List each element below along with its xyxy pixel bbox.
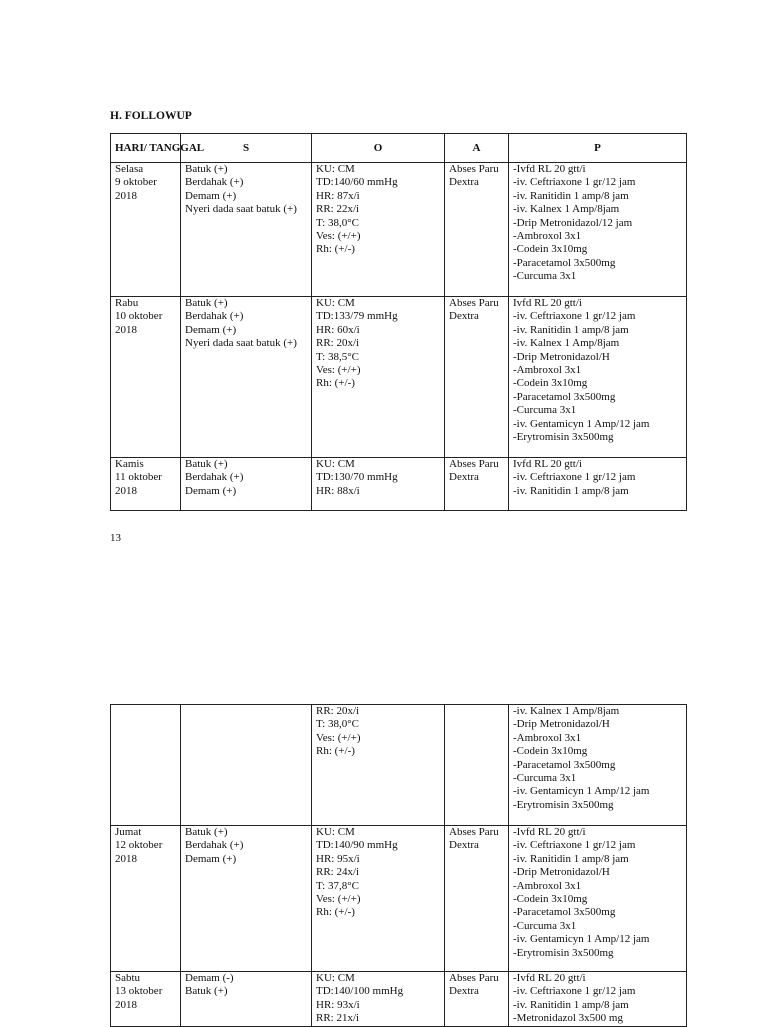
cell-line: KU: CM bbox=[316, 163, 355, 175]
table-row bbox=[111, 972, 687, 1027]
cell-line: Ivfd RL 20 gtt/i bbox=[513, 458, 582, 470]
cell-line: TD:140/100 mmHg bbox=[316, 985, 404, 998]
cell-line: 13 oktober bbox=[115, 985, 163, 998]
cell-line: Nyeri dada saat batuk (+) bbox=[185, 203, 297, 216]
cell-line: KU: CM bbox=[316, 297, 355, 309]
cell-s bbox=[181, 297, 312, 458]
cell-line: -Ivfd RL 20 gtt/i bbox=[513, 163, 586, 175]
cell-line: Batuk (+) bbox=[185, 163, 228, 175]
cell-a bbox=[445, 705, 509, 826]
cell-line: Batuk (+) bbox=[185, 985, 228, 998]
column-header-a: A bbox=[445, 134, 509, 163]
cell-p bbox=[509, 458, 687, 511]
column-header-s: S bbox=[181, 134, 312, 163]
cell-line: -iv. Ranitidin 1 amp/8 jam bbox=[513, 484, 629, 497]
cell-line: Dextra bbox=[449, 176, 479, 189]
table-body bbox=[111, 163, 687, 511]
cell-line: 2018 bbox=[115, 323, 137, 336]
cell-line: Berdahak (+) bbox=[185, 471, 244, 484]
cell-line: Dextra bbox=[449, 839, 479, 852]
cell-line: TD:130/70 mmHg bbox=[316, 471, 398, 484]
cell-line: Nyeri dada saat batuk (+) bbox=[185, 337, 297, 350]
cell-line: HR: 88x/i bbox=[316, 484, 360, 497]
cell-line: -Erytromisin 3x500mg bbox=[513, 431, 614, 444]
cell-line: Abses Paru bbox=[449, 972, 499, 984]
cell-line: -Ambroxol 3x1 bbox=[513, 230, 582, 243]
cell-line: -Paracetamol 3x500mg bbox=[513, 758, 616, 771]
cell-a bbox=[445, 163, 509, 297]
table-body bbox=[111, 705, 687, 1027]
cell-line: 10 oktober bbox=[115, 310, 163, 323]
cell-p bbox=[509, 297, 687, 458]
cell-o bbox=[312, 826, 445, 972]
cell-line: -Codein 3x10mg bbox=[513, 893, 588, 906]
cell-line: Dextra bbox=[449, 471, 479, 484]
cell-line: -Ambroxol 3x1 bbox=[513, 879, 582, 892]
cell-line: Rh: (+/-) bbox=[316, 745, 355, 758]
cell-line: Dextra bbox=[449, 310, 479, 323]
cell-line: Demam (+) bbox=[185, 852, 237, 865]
cell-line: RR: 21x/i bbox=[316, 1012, 360, 1025]
cell-date bbox=[111, 972, 181, 1027]
cell-line: -iv. Ranitidin 1 amp/8 jam bbox=[513, 323, 629, 336]
cell-line: Ves: (+/+) bbox=[316, 731, 361, 744]
cell-line: TD:133/79 mmHg bbox=[316, 310, 398, 323]
cell-p bbox=[509, 705, 687, 826]
cell-line: Batuk (+) bbox=[185, 826, 228, 838]
cell-line: RR: 20x/i bbox=[316, 337, 360, 350]
cell-line: -iv. Kalnex 1 Amp/8jam bbox=[513, 203, 620, 216]
cell-p bbox=[509, 163, 687, 297]
cell-line: -iv. Ranitidin 1 amp/8 jam bbox=[513, 998, 629, 1011]
cell-line: -Drip Metronidazol/H bbox=[513, 718, 610, 731]
cell-line: -Paracetamol 3x500mg bbox=[513, 256, 616, 269]
cell-p bbox=[509, 972, 687, 1027]
cell-line: 2018 bbox=[115, 484, 137, 497]
cell-line: -Erytromisin 3x500mg bbox=[513, 798, 614, 811]
column-header-o: O bbox=[312, 134, 445, 163]
cell-line: 2018 bbox=[115, 998, 137, 1011]
cell-line: Jumat bbox=[115, 826, 142, 838]
cell-line: -Drip Metronidazol/12 jam bbox=[513, 216, 633, 229]
cell-date bbox=[111, 826, 181, 972]
cell-line: Ves: (+/+) bbox=[316, 230, 361, 243]
cell-line: Rh: (+/-) bbox=[316, 243, 355, 256]
cell-s bbox=[181, 458, 312, 511]
followup-table-continued bbox=[110, 704, 687, 1027]
cell-line: Dextra bbox=[449, 985, 479, 998]
cell-line: Berdahak (+) bbox=[185, 310, 244, 323]
column-header-date: HARI/ TANGGAL bbox=[111, 134, 181, 163]
cell-line: Rh: (+/-) bbox=[316, 906, 355, 919]
cell-line: -iv. Gentamicyn 1 Amp/12 jam bbox=[513, 933, 650, 946]
cell-s bbox=[181, 826, 312, 972]
cell-date bbox=[111, 297, 181, 458]
cell-line: -iv. Ceftriaxone 1 gr/12 jam bbox=[513, 176, 636, 189]
cell-line: -iv. Ceftriaxone 1 gr/12 jam bbox=[513, 985, 636, 998]
cell-line: Abses Paru bbox=[449, 826, 499, 838]
cell-o bbox=[312, 972, 445, 1027]
cell-line: -Drip Metronidazol/H bbox=[513, 350, 610, 363]
cell-a bbox=[445, 458, 509, 511]
cell-line: RR: 22x/i bbox=[316, 203, 360, 216]
cell-o bbox=[312, 705, 445, 826]
cell-line: RR: 24x/i bbox=[316, 866, 360, 879]
cell-line: HR: 87x/i bbox=[316, 189, 360, 202]
cell-line: RR: 20x/i bbox=[316, 705, 360, 717]
table-row bbox=[111, 826, 687, 972]
cell-line: 2018 bbox=[115, 852, 137, 865]
cell-o bbox=[312, 163, 445, 297]
cell-line: T: 38,0°C bbox=[316, 216, 359, 229]
cell-line: HR: 95x/i bbox=[316, 852, 360, 865]
cell-line: -iv. Gentamicyn 1 Amp/12 jam bbox=[513, 785, 650, 798]
cell-line: Rabu bbox=[115, 297, 139, 309]
cell-line: Demam (+) bbox=[185, 484, 237, 497]
cell-line: Abses Paru bbox=[449, 163, 499, 175]
cell-line: Sabtu bbox=[115, 972, 141, 984]
cell-date bbox=[111, 458, 181, 511]
cell-line: -iv. Ranitidin 1 amp/8 jam bbox=[513, 189, 629, 202]
cell-line: -Ivfd RL 20 gtt/i bbox=[513, 826, 586, 838]
table-row bbox=[111, 705, 687, 826]
cell-line: -Ivfd RL 20 gtt/i bbox=[513, 972, 586, 984]
cell-date bbox=[111, 163, 181, 297]
cell-line: -Drip Metronidazol/H bbox=[513, 866, 610, 879]
cell-line: Ves: (+/+) bbox=[316, 893, 361, 906]
cell-line: T: 38,5°C bbox=[316, 350, 359, 363]
followup-table-page-13 bbox=[110, 133, 687, 511]
cell-line: Ves: (+/+) bbox=[316, 364, 361, 377]
cell-line: -Codein 3x10mg bbox=[513, 243, 588, 256]
table-row bbox=[111, 297, 687, 458]
cell-o bbox=[312, 458, 445, 511]
cell-line: Selasa bbox=[115, 163, 144, 175]
cell-line: -iv. Ceftriaxone 1 gr/12 jam bbox=[513, 471, 636, 484]
cell-line: T: 38,0°C bbox=[316, 718, 359, 731]
cell-line: Abses Paru bbox=[449, 458, 499, 470]
cell-line: -iv. Gentamicyn 1 Amp/12 jam bbox=[513, 417, 650, 430]
page-number: 13 bbox=[110, 532, 121, 544]
cell-line: Demam (+) bbox=[185, 323, 237, 336]
cell-line: -Paracetamol 3x500mg bbox=[513, 906, 616, 919]
cell-line: Demam (-) bbox=[185, 972, 234, 984]
cell-p bbox=[509, 826, 687, 972]
column-header-p: P bbox=[509, 134, 687, 163]
cell-line: -Metronidazol 3x500 mg bbox=[513, 1012, 623, 1025]
cell-line: -Erytromisin 3x500mg bbox=[513, 946, 614, 959]
cell-line: 11 oktober bbox=[115, 471, 162, 484]
cell-line: -Ambroxol 3x1 bbox=[513, 731, 582, 744]
cell-line: -Curcuma 3x1 bbox=[513, 270, 577, 283]
cell-line: HR: 93x/i bbox=[316, 998, 360, 1011]
cell-line: -iv. Ceftriaxone 1 gr/12 jam bbox=[513, 310, 636, 323]
table-row bbox=[111, 458, 687, 511]
cell-a bbox=[445, 826, 509, 972]
cell-line: KU: CM bbox=[316, 458, 355, 470]
cell-line: HR: 60x/i bbox=[316, 323, 360, 336]
cell-a bbox=[445, 972, 509, 1027]
cell-line: Batuk (+) bbox=[185, 297, 228, 309]
cell-line: TD:140/60 mmHg bbox=[316, 176, 398, 189]
section-heading: H. FOLLOWUP bbox=[110, 110, 192, 122]
cell-line: -Curcuma 3x1 bbox=[513, 404, 577, 417]
cell-line: Kamis bbox=[115, 458, 144, 470]
cell-line: -Codein 3x10mg bbox=[513, 377, 588, 390]
cell-line: 9 oktober bbox=[115, 176, 157, 189]
cell-line: -iv. Ranitidin 1 amp/8 jam bbox=[513, 852, 629, 865]
cell-line: Berdahak (+) bbox=[185, 176, 244, 189]
cell-line: -iv. Ceftriaxone 1 gr/12 jam bbox=[513, 839, 636, 852]
cell-line: 12 oktober bbox=[115, 839, 163, 852]
cell-line: T: 37,8°C bbox=[316, 879, 359, 892]
cell-line: Abses Paru bbox=[449, 297, 499, 309]
cell-line: TD:140/90 mmHg bbox=[316, 839, 398, 852]
table-header-row bbox=[111, 134, 687, 163]
cell-line: Batuk (+) bbox=[185, 458, 228, 470]
cell-line: 2018 bbox=[115, 189, 137, 202]
cell-line: -iv. Kalnex 1 Amp/8jam bbox=[513, 705, 620, 717]
cell-line: -iv. Kalnex 1 Amp/8jam bbox=[513, 337, 620, 350]
cell-o bbox=[312, 297, 445, 458]
cell-a bbox=[445, 297, 509, 458]
cell-s bbox=[181, 163, 312, 297]
cell-line: -Codein 3x10mg bbox=[513, 745, 588, 758]
cell-line: Ivfd RL 20 gtt/i bbox=[513, 297, 582, 309]
cell-line: -Ambroxol 3x1 bbox=[513, 364, 582, 377]
cell-line: Demam (+) bbox=[185, 189, 237, 202]
table-row bbox=[111, 163, 687, 297]
cell-date bbox=[111, 705, 181, 826]
cell-line: -Curcuma 3x1 bbox=[513, 919, 577, 932]
cell-line: KU: CM bbox=[316, 972, 355, 984]
cell-line: Rh: (+/-) bbox=[316, 377, 355, 390]
cell-line: Berdahak (+) bbox=[185, 839, 244, 852]
cell-s bbox=[181, 972, 312, 1027]
cell-s bbox=[181, 705, 312, 826]
cell-line: -Paracetamol 3x500mg bbox=[513, 390, 616, 403]
cell-line: KU: CM bbox=[316, 826, 355, 838]
cell-line: -Curcuma 3x1 bbox=[513, 772, 577, 785]
